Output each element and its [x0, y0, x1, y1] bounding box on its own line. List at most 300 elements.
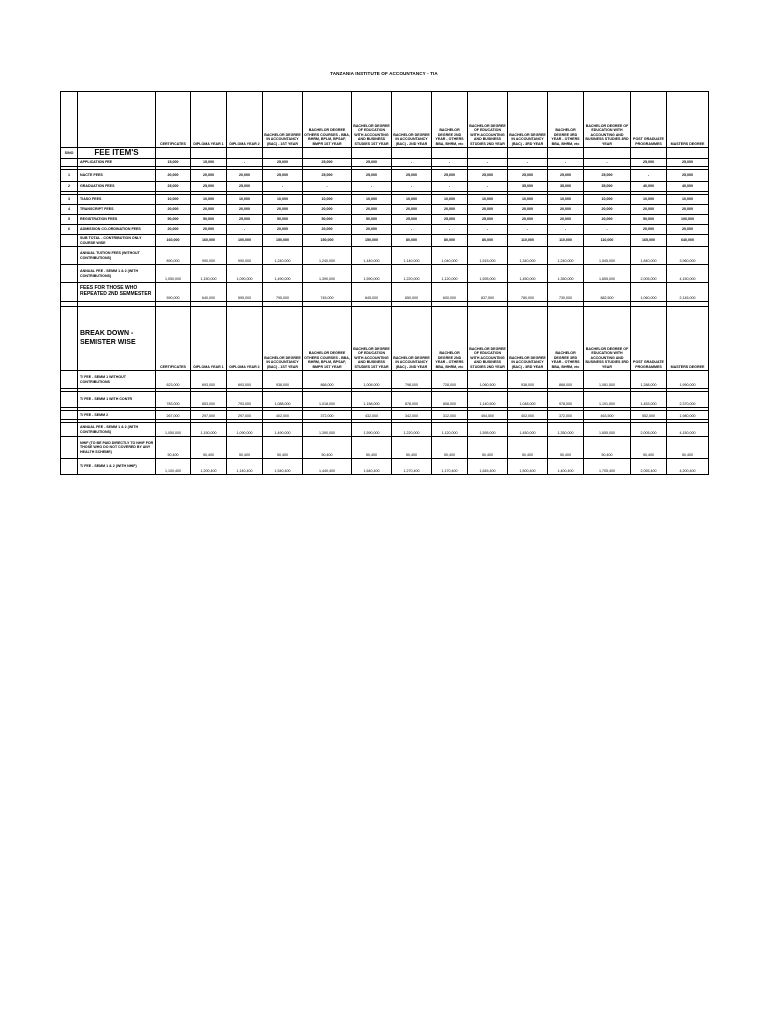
breakdown-value: 372,000 — [303, 411, 352, 420]
column-header: BACHELOR DEGREE IN ACCOUNTANCY (BAC) - 1ST YEAR — [263, 307, 303, 371]
fee-value: 40,000 — [667, 182, 709, 192]
fee-value: 837,500 — [468, 283, 508, 302]
fee-item-label: SUB TOTAL - CONTRIBUTION ONLY COURSE WISE — [78, 235, 156, 247]
fee-value: 25,000 — [263, 159, 303, 167]
fee-item-row — [61, 283, 709, 302]
fee-value: 10,000 — [227, 195, 263, 205]
fee-value: 25,000 — [667, 170, 709, 182]
breakdown-value: 432,000 — [352, 411, 392, 420]
fee-value: 20,000 — [667, 225, 709, 235]
breakdown-value: 938,000 — [508, 371, 548, 389]
fee-value: 10,000 — [508, 195, 548, 205]
blank-cell — [191, 148, 227, 159]
breakdown-value: 693,000 — [227, 371, 263, 389]
column-header: BACHELOR DEGREE IN ACCOUNTANCY (BAC) - 1ST YEAR — [263, 92, 303, 148]
column-header: BACHELOR DEGREE IN ACCOUNTANCY (BAC) - 2ND YEAR — [392, 92, 432, 148]
column-header: BACHELOR DEGREE OF EDUCATION WITH ACCOUNTING AND BUSINESS STUDIES 1ST YEAR — [352, 307, 392, 371]
column-header: BACHELOR DEGREE OTHERS COURSES - BBA, BHRM, BPLM, BPSAF, BMPR 1ST YEAR — [303, 92, 352, 148]
fee-value: - — [303, 182, 352, 192]
column-header: BACHELOR DEGREE 2ND YEAR - OTHERS BBA, BHRM, etc — [432, 92, 468, 148]
breakdown-value: 50,400 — [303, 437, 352, 459]
fee-value: - — [584, 159, 631, 167]
fee-value: 1,590,000 — [352, 265, 392, 283]
fee-value: 1,240,000 — [263, 247, 303, 265]
fee-value: 595,000 — [227, 283, 263, 302]
blank-cell — [584, 148, 631, 159]
fee-value: - — [432, 225, 468, 235]
fee-value: 25,000 — [303, 159, 352, 167]
fee-value: 640,000 — [191, 283, 227, 302]
column-header: BACHELOR DEGREE OF EDUCATION WITH ACCOUNTING AND BUSINESS STUDIES 1ST YEAR — [352, 92, 392, 148]
blank-cell — [508, 148, 548, 159]
fee-item-label: APPLICATION FEE — [78, 159, 156, 167]
row-number — [61, 159, 78, 167]
breakdown-value: 1,088,000 — [263, 392, 303, 408]
breakdown-row — [61, 459, 709, 475]
column-header-row — [61, 307, 709, 371]
fee-value: 20,000 — [667, 205, 709, 215]
fee-value: 20,000 — [548, 205, 584, 215]
fee-value: 20,000 — [352, 205, 392, 215]
column-header: MASTERS DEGREE — [667, 92, 709, 148]
blank-cell — [392, 148, 432, 159]
breakdown-value: 50,400 — [631, 437, 667, 459]
fee-value: 10,000 — [392, 195, 432, 205]
fee-value: 80,000 — [468, 235, 508, 247]
breakdown-value: 1,158,000 — [352, 392, 392, 408]
breakdown-value: 878,000 — [392, 392, 432, 408]
column-header: CERTIFICATES — [156, 307, 191, 371]
breakdown-value: 1,081,500 — [584, 371, 631, 389]
row-number — [61, 235, 78, 247]
fee-value: 20,000 — [584, 205, 631, 215]
breakdown-value: 1,220,000 — [392, 423, 432, 437]
fee-value: 25,000 — [468, 215, 508, 225]
fee-value: 35,000 — [508, 182, 548, 192]
breakdown-row — [61, 423, 709, 437]
fee-value: 1,340,000 — [508, 247, 548, 265]
fee-value: - — [548, 225, 584, 235]
fee-value: 20,000 — [156, 170, 191, 182]
breakdown-value: 1,540,400 — [263, 459, 303, 475]
fee-item-row — [61, 195, 709, 205]
fee-item-row — [61, 247, 709, 265]
fee-value: 20,000 — [263, 225, 303, 235]
breakdown-value: 1,705,400 — [584, 459, 631, 475]
fee-value: 650,000 — [392, 283, 432, 302]
fee-value: 1,220,000 — [392, 265, 432, 283]
fee-value: 10,000 — [191, 195, 227, 205]
fee-value: 40,000 — [631, 182, 667, 192]
breakdown-value: 1,008,000 — [352, 371, 392, 389]
fee-value: 4,150,000 — [667, 265, 709, 283]
column-header: DIPLOMA YEAR 1 — [191, 92, 227, 148]
breakdown-value: 798,000 — [392, 371, 432, 389]
fee-value: 780,000 — [508, 283, 548, 302]
breakdown-label: T/ FEE - SEMM 1 & 2 (WITH NHIF) — [78, 459, 156, 475]
fee-item-row — [61, 159, 709, 167]
breakdown-value: 783,000 — [156, 392, 191, 408]
row-number: 2 — [61, 182, 78, 192]
fee-item-row — [61, 225, 709, 235]
fee-value: 1,840,000 — [631, 247, 667, 265]
breakdown-value: 50,400 — [191, 437, 227, 459]
fee-value: 50,000 — [303, 215, 352, 225]
breakdown-label: ANNUAL FEE - SEMM 1 & 2 (WITH CONTRIBUTIONS) — [78, 423, 156, 437]
row-number — [61, 283, 78, 302]
breakdown-value: 853,000 — [191, 392, 227, 408]
breakdown-value: 50,400 — [392, 437, 432, 459]
sn-header: S/NO — [61, 148, 78, 159]
column-header: MASTERS DEGREE — [667, 307, 709, 371]
fee-value: 10,000 — [631, 195, 667, 205]
fee-value: 590,000 — [156, 283, 191, 302]
fee-value: 10,000 — [667, 195, 709, 205]
fee-value: 1,440,000 — [352, 247, 392, 265]
breakdown-value: 1,200,400 — [191, 459, 227, 475]
fee-value: 25,000 — [227, 182, 263, 192]
breakdown-label: T/ FEE - SEMM 2 — [78, 411, 156, 420]
fee-value: 730,000 — [548, 283, 584, 302]
fee-value: 1,545,000 — [584, 247, 631, 265]
breakdown-value: 1,060,500 — [468, 371, 508, 389]
fee-value: 100,000 — [667, 215, 709, 225]
breakdown-value: 297,000 — [227, 411, 263, 420]
breakdown-value: 463,500 — [584, 411, 631, 420]
fee-value: - — [263, 182, 303, 192]
fee-value: 10,000 — [548, 195, 584, 205]
breakdown-value: 1,100,400 — [156, 459, 191, 475]
breakdown-row — [61, 392, 709, 408]
breakdown-value: 4,200,400 — [667, 459, 709, 475]
fee-value: 110,000 — [584, 235, 631, 247]
breakdown-value: 267,000 — [156, 411, 191, 420]
fee-value: 20,000 — [191, 170, 227, 182]
row-number: 4 — [61, 205, 78, 215]
fee-item-label: TIASO FEES — [78, 195, 156, 205]
breakdown-value: 50,400 — [667, 437, 709, 459]
fee-value: 100,000 — [227, 235, 263, 247]
fee-item-row — [61, 205, 709, 215]
breakdown-row — [61, 371, 709, 389]
fee-value: 20,000 — [508, 215, 548, 225]
fee-value: 165,000 — [631, 235, 667, 247]
fee-value: 15,000 — [191, 159, 227, 167]
fee-value: 15,000 — [156, 159, 191, 167]
breakdown-label: T/ FEE - SEMM 1 WITH CONTR — [78, 392, 156, 408]
breakdown-value: 868,000 — [548, 371, 584, 389]
breakdown-value: 1,990,000 — [667, 371, 709, 389]
breakdown-label: NHIF (TO BE PAID DIRECTLY TO NHIF FOR THOSE WHO DO NOT COVERED BY ANY HEALTH SCHEME) — [78, 437, 156, 459]
fee-value: 150,000 — [303, 235, 352, 247]
breakdown-value: 50,400 — [584, 437, 631, 459]
fee-item-row — [61, 265, 709, 283]
breakdown-value: 50,400 — [468, 437, 508, 459]
fee-value: 25,000 — [392, 170, 432, 182]
fee-value: 10,000 — [352, 195, 392, 205]
fee-value: 20,000 — [191, 205, 227, 215]
fee-value: 1,060,000 — [631, 283, 667, 302]
blank-cell — [352, 148, 392, 159]
fee-value: 1,050,000 — [156, 265, 191, 283]
blank-cell — [61, 459, 78, 475]
breakdown-value: 50,400 — [227, 437, 263, 459]
blank-cell — [156, 148, 191, 159]
breakdown-value: 342,000 — [392, 411, 432, 420]
breakdown-value: 1,270,400 — [392, 459, 432, 475]
column-header: BACHELOR DEGREE IN ACCOUNTANCY (BAC) - 3RD YEAR — [508, 307, 548, 371]
breakdown-value: 1,120,000 — [432, 423, 468, 437]
fee-value: - — [631, 170, 667, 182]
fee-value: 10,000 — [468, 195, 508, 205]
fee-value: 3,960,000 — [667, 247, 709, 265]
fee-value: 20,000 — [432, 205, 468, 215]
breakdown-value: 402,000 — [263, 411, 303, 420]
fee-value: 25,000 — [352, 159, 392, 167]
breakdown-value: 868,000 — [303, 371, 352, 389]
fee-value: 20,000 — [631, 225, 667, 235]
fee-value: 25,000 — [392, 215, 432, 225]
column-header: DIPLOMA YEAR 2 — [227, 92, 263, 148]
fee-value: 50,000 — [156, 215, 191, 225]
breakdown-value: 552,000 — [631, 411, 667, 420]
fee-value: 20,000 — [227, 170, 263, 182]
breakdown-value: 1,191,500 — [584, 392, 631, 408]
breakdown-value: 50,400 — [508, 437, 548, 459]
fee-value: 845,000 — [352, 283, 392, 302]
blank-cell — [432, 148, 468, 159]
breakdown-value: 1,288,000 — [631, 371, 667, 389]
blank-cell — [548, 148, 584, 159]
breakdown-value: 728,000 — [432, 371, 468, 389]
fee-value: 1,515,000 — [468, 247, 508, 265]
fee-value: 1,390,000 — [303, 265, 352, 283]
row-number — [61, 247, 78, 265]
fee-value: 80,000 — [392, 235, 432, 247]
fee-value: 745,000 — [303, 283, 352, 302]
fee-value: 50,000 — [263, 215, 303, 225]
breakdown-value: 693,000 — [191, 371, 227, 389]
fee-item-label: TRANSCRIPT FEES — [78, 205, 156, 215]
fee-value: 35,000 — [584, 182, 631, 192]
fee-value: 25,000 — [508, 170, 548, 182]
breakdown-value: 1,655,000 — [584, 423, 631, 437]
fee-value: 10,000 — [432, 195, 468, 205]
fee-value: 20,000 — [631, 205, 667, 215]
breakdown-value: 1,170,400 — [432, 459, 468, 475]
fee-value: 80,000 — [432, 235, 468, 247]
column-header: BACHELOR DEGREE 2ND YEAR - OTHERS BBA, BHRM, etc — [432, 307, 468, 371]
column-header: DIPLOMA YEAR 1 — [191, 307, 227, 371]
row-number: 3 — [61, 195, 78, 205]
fee-value: - — [392, 225, 432, 235]
fee-value: 1,450,000 — [508, 265, 548, 283]
fee-value: 25,000 — [584, 170, 631, 182]
breakdown-value: 1,640,400 — [352, 459, 392, 475]
breakdown-value: 2,370,000 — [667, 392, 709, 408]
breakdown-row — [61, 437, 709, 459]
breakdown-value: 2,055,400 — [631, 459, 667, 475]
breakdown-value: 297,000 — [191, 411, 227, 420]
column-header: BACHELOR DEGREE IN ACCOUNTANCY (BAC) - 2ND YEAR — [392, 307, 432, 371]
column-header: BACHELOR DEGREE OF EDUCATION WITH ACCOUNTING AND BUSINESS STUDIES 2ND YEAR — [468, 307, 508, 371]
fee-item-row — [61, 235, 709, 247]
breakdown-value: 1,018,000 — [303, 392, 352, 408]
fee-value: 25,000 — [156, 182, 191, 192]
column-header: BACHELOR DEGREE OTHERS COURSES - BBA, BHRM, BPLM, BPSAF, BMPR 1ST YEAR — [303, 307, 352, 371]
breakdown-row — [61, 411, 709, 420]
fee-value: 50,000 — [631, 215, 667, 225]
fee-value: 1,150,000 — [191, 265, 227, 283]
sn-header-blank — [61, 92, 78, 148]
blank-cell — [61, 423, 78, 437]
fee-value: - — [392, 182, 432, 192]
column-header: BACHELOR DEGREE OF EDUCATION WITH ACCOUNTING AND BUSINESS STUDIES 3RD YEAR — [584, 307, 631, 371]
breakdown-value: 372,000 — [548, 411, 584, 420]
fee-value: 20,000 — [508, 205, 548, 215]
fee-value: 795,000 — [263, 283, 303, 302]
breakdown-value: 793,000 — [227, 392, 263, 408]
fee-value: - — [508, 225, 548, 235]
fee-value: 25,000 — [468, 170, 508, 182]
breakdown-value: 312,000 — [432, 411, 468, 420]
fee-value: 640,000 — [667, 235, 709, 247]
row-number: 6 — [61, 225, 78, 235]
fee-item-row — [61, 170, 709, 182]
fee-item-label: ADMISSION CO-ORDINATION FEES — [78, 225, 156, 235]
breakdown-value: 402,000 — [508, 411, 548, 420]
fee-value: - — [468, 182, 508, 192]
fee-value: - — [352, 182, 392, 192]
fee-value: 990,000 — [191, 247, 227, 265]
breakdown-value: 1,453,000 — [631, 392, 667, 408]
fee-value: - — [468, 159, 508, 167]
fee-item-header-blank — [78, 92, 156, 148]
fee-value: 25,000 — [432, 170, 468, 182]
breakdown-value: 50,400 — [156, 437, 191, 459]
column-header: BACHELOR DEGREE 3RD YEAR - OTHERS BBA, BHRM, etc — [548, 307, 584, 371]
row-number: 1 — [61, 170, 78, 182]
fee-value: 25,000 — [352, 170, 392, 182]
fee-value: 20,000 — [584, 215, 631, 225]
blank-cell — [61, 411, 78, 420]
fee-value: 1,240,000 — [303, 247, 352, 265]
fee-value: 10,000 — [584, 195, 631, 205]
fee-value: 1,090,000 — [227, 265, 263, 283]
fee-value: 2,005,000 — [631, 265, 667, 283]
fee-item-label: REGISTRATION FEES — [78, 215, 156, 225]
breakdown-value: 1,645,400 — [468, 459, 508, 475]
blank-cell — [667, 148, 709, 159]
breakdown-value: 1,440,400 — [303, 459, 352, 475]
fee-value: 1,350,000 — [548, 265, 584, 283]
fee-value: 890,000 — [156, 247, 191, 265]
blank-cell — [263, 148, 303, 159]
breakdown-value: 4,150,000 — [667, 423, 709, 437]
column-header: CERTIFICATES — [156, 92, 191, 148]
fee-value: 25,000 — [263, 170, 303, 182]
fee-value: 20,000 — [392, 205, 432, 215]
blank-cell — [61, 307, 78, 371]
fee-value: 20,000 — [227, 205, 263, 215]
fee-item-row — [61, 215, 709, 225]
breakdown-value: 50,400 — [432, 437, 468, 459]
fee-value: 1,655,000 — [584, 265, 631, 283]
fee-value: 25,000 — [303, 170, 352, 182]
fee-value: 1,140,000 — [392, 247, 432, 265]
fee-value: - — [227, 159, 263, 167]
column-header: DIPLOMA YEAR 2 — [227, 307, 263, 371]
document-title: TANZANIA INSTITUTE OF ACCOUNTANCY - TIA — [330, 71, 438, 76]
breakdown-value: 454,500 — [468, 411, 508, 420]
blank-cell — [468, 148, 508, 159]
fee-value: 20,000 — [468, 205, 508, 215]
breakdown-value: 978,000 — [548, 392, 584, 408]
fee-item-label: ANNUAL FEE - SEMM 1 & 2 (WITH CONTRIBUTIONS) — [78, 265, 156, 283]
fee-value: 1,595,000 — [468, 265, 508, 283]
fee-value: - — [227, 225, 263, 235]
fee-value: 25,000 — [631, 159, 667, 167]
breakdown-value: 623,000 — [156, 371, 191, 389]
row-number: 5 — [61, 215, 78, 225]
fee-value: - — [468, 225, 508, 235]
fee-value: 20,000 — [303, 205, 352, 215]
column-header: POST GRADUATE PROGRAMMES — [631, 307, 667, 371]
fee-value: 50,000 — [352, 215, 392, 225]
breakdown-value: 1,048,000 — [508, 392, 548, 408]
fee-value: 110,000 — [508, 235, 548, 247]
breakdown-label: T/ FEE - SEMM 1 WITHOUT CONTRIBUTIONS — [78, 371, 156, 389]
fee-value: 25,000 — [432, 215, 468, 225]
fee-value: 20,000 — [191, 225, 227, 235]
fee-value: 25,000 — [191, 182, 227, 192]
fee-item-label: NACTE FEES — [78, 170, 156, 182]
fee-value: 990,000 — [227, 247, 263, 265]
blank-cell — [61, 437, 78, 459]
column-header-row — [61, 92, 709, 148]
blank-cell — [227, 148, 263, 159]
fee-value: 25,000 — [227, 215, 263, 225]
breakdown-value: 1,050,000 — [156, 423, 191, 437]
fee-value: 20,000 — [352, 225, 392, 235]
fee-value: 110,000 — [548, 235, 584, 247]
column-header: BACHELOR DEGREE IN ACCOUNTANCY (BAC) - 3RD YEAR — [508, 92, 548, 148]
fee-value: 20,000 — [548, 215, 584, 225]
breakdown-value: 1,350,000 — [548, 423, 584, 437]
fee-value: 25,000 — [667, 159, 709, 167]
fee-value: 35,000 — [548, 182, 584, 192]
fee-value: 10,000 — [303, 195, 352, 205]
breakdown-value: 1,500,400 — [508, 459, 548, 475]
fee-value: 20,000 — [156, 205, 191, 215]
breakdown-value: 1,140,400 — [227, 459, 263, 475]
fee-value: 160,000 — [156, 235, 191, 247]
breakdown-value: 1,980,000 — [667, 411, 709, 420]
breakdown-heading: BREAK DOWN - SEMISTER WISE — [78, 307, 156, 371]
breakdown-value: 1,595,000 — [468, 423, 508, 437]
fee-value: 160,000 — [191, 235, 227, 247]
breakdown-value: 1,490,000 — [263, 423, 303, 437]
fee-items-heading: FEE ITEM'S — [78, 148, 156, 159]
fee-value: - — [584, 225, 631, 235]
fee-value: 882,500 — [584, 283, 631, 302]
blank-cell — [303, 148, 352, 159]
column-header: BACHELOR DEGREE OF EDUCATION WITH ACCOUNTING AND BUSINESS STUDIES 2ND YEAR — [468, 92, 508, 148]
breakdown-value: 50,400 — [352, 437, 392, 459]
fee-value: 1,120,000 — [432, 265, 468, 283]
fee-item-label: ANNUAL TUITION FEES (WITHOUT CONTRIBUTIONS) — [78, 247, 156, 265]
breakdown-value: 808,000 — [432, 392, 468, 408]
